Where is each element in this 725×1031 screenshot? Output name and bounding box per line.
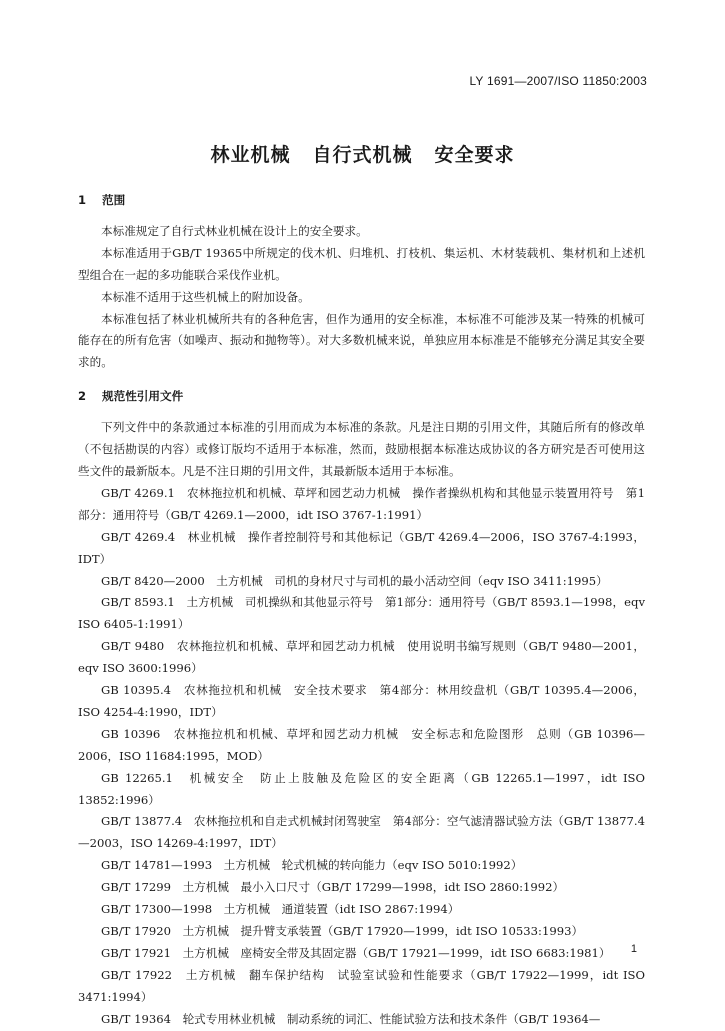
section-2-heading — [78, 386, 645, 408]
reference-entry: GB/T 17299 土方机械 最小入口尺寸（GB/T 17299—1998，idt ISO 2860:1992） — [101, 880, 565, 895]
section-1-title: 范围 — [102, 193, 126, 207]
title-part-3: 安全要求 — [434, 144, 515, 166]
document-body — [78, 190, 645, 1031]
reference-entry: GB/T 17922 土方机械 翻车保护结构 试验室试验和性能要求（GB/T 17922—1999，idt ISO 3471:1994） — [78, 967, 645, 1004]
reference-entry: GB/T 17920 土方机械 提升臂支承装置（GB/T 17920—1999，idt ISO 10533:1993） — [101, 924, 584, 938]
section-1-number: 1 — [78, 193, 87, 207]
section-2-number: 2 — [78, 389, 87, 404]
reference-entry: GB 10395.4 农林拖拉机和机械 安全技术要求 第4部分：林用绞盘机（GB/T 10395.4—2006，ISO 4254-4:1990，IDT） — [78, 683, 645, 719]
reference-entry: GB/T 4269.1 农林拖拉机和机械、草坪和园艺动力机械 操作者操纵机构和其他显示装置用符号 第1部分：通用符号（GB/T 4269.1—2000，idt ISO 3767-1:1991） — [78, 485, 645, 522]
reference-entry: GB/T 19364 轮式专用林业机械 制动系统的词汇、性能试验方法和技术条件（GB/T 19364— — [101, 1011, 601, 1026]
reference-entry: GB/T 17921 土方机械 座椅安全带及其固定器（GB/T 17921—1999，idt ISO 6683:1981） — [101, 945, 611, 960]
reference-entry: GB 10396 农林拖拉机和机械、草坪和园艺动力机械 安全标志和危险图形 总则（GB 10396—2006，ISO 11684:1995，MOD） — [78, 726, 645, 763]
scope-paragraph: 本标准规定了自行式林业机械在设计上的安全要求。 — [101, 223, 368, 238]
reference-entry: GB/T 13877.4 农林拖拉机和自走式机械封闭驾驶室 第4部分：空气滤清器试验方法（GB/T 13877.4—2003，ISO 14269-4:1997，IDT） — [78, 814, 645, 851]
document-title — [0, 140, 725, 167]
normative-references-intro: 下列文件中的条款通过本标准的引用而成为本标准的条款。凡是注日期的引用文件，其随后所有的修改单（不包括勘误的内容）或修订版均不适用于本标准，然而，鼓励根据本标准达成协议的各方研究是否可使用这些文件的最新版本。凡是不注日期的引用文件，其最新版本适用于本标准。 — [78, 420, 645, 478]
title-part-1: 林业机械 — [210, 144, 291, 166]
reference-entry: GB/T 4269.4 林业机械 操作者控制符号和其他标记（GB/T 4269.4—2006，ISO 3767-4:1993，IDT） — [78, 529, 645, 566]
scope-paragraph: 本标准适用于GB/T 19365中所规定的伐木机、归堆机、打枝机、集运机、木材装载机、集材机和上述机型组合在一起的多功能联合采伐作业机。 — [78, 245, 645, 282]
scope-paragraph: 本标准包括了林业机械所共有的各种危害，但作为通用的安全标准，本标准不可能涉及某一特殊的机械可能存在的所有危害（如噪声、振动和抛物等）。对大多数机械来说，单独应用本标准是不能够充分满足其安全要求的。 — [78, 311, 645, 370]
title-part-2: 自行式机械 — [312, 144, 413, 166]
section-2-title: 规范性引用文件 — [102, 389, 184, 404]
reference-entry: GB/T 9480 农林拖拉机和机械、草坪和园艺动力机械 使用说明书编写规则（GB/T 9480—2001，eqv ISO 3600:1996） — [78, 639, 645, 676]
page-number: 1 — [630, 943, 637, 955]
reference-entry: GB 12265.1 机械安全 防止上肢触及危险区的安全距离（GB 12265.1—1997，idt ISO 13852:1996） — [78, 770, 645, 807]
reference-entry: GB/T 8420—2000 土方机械 司机的身材尺寸与司机的最小活动空间（eqv ISO 3411:1995） — [101, 573, 608, 588]
reference-entry: GB/T 8593.1 土方机械 司机操纵和其他显示符号 第1部分：通用符号（GB/T 8593.1—1998，eqv ISO 6405-1:1991） — [78, 595, 645, 632]
scope-paragraph: 本标准不适用于这些机械上的附加设备。 — [101, 289, 310, 304]
reference-entry: GB/T 14781—1993 土方机械 轮式机械的转向能力（eqv ISO 5010:1992） — [101, 858, 523, 873]
section-1-heading — [78, 190, 645, 212]
reference-entry: GB/T 17300—1998 土方机械 通道装置（idt ISO 2867:1994） — [101, 902, 460, 917]
standard-code: LY 1691—2007/ISO 11850:2003 — [469, 74, 647, 88]
